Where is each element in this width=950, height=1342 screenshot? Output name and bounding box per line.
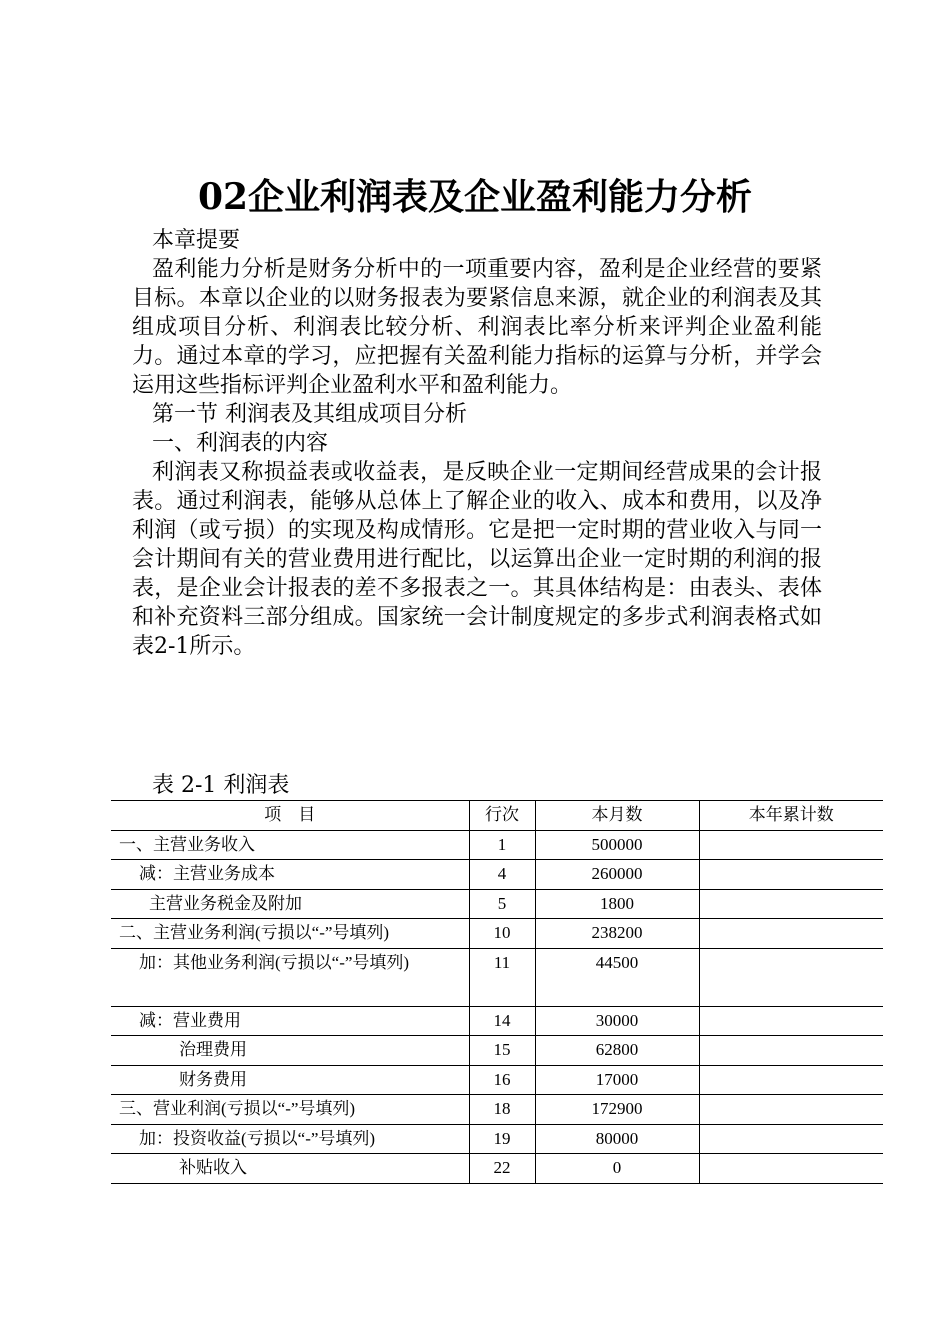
subsection-heading: 一、利润表的内容	[152, 431, 329, 456]
row-item: 加：其他业务利润(亏损以“-”号填列)	[111, 948, 469, 1006]
row-current-month: 62800	[535, 1036, 699, 1066]
table-caption: 表 2-1 利润表	[152, 773, 290, 798]
chapter-summary-heading: 本章提要	[152, 228, 241, 253]
row-year-to-date	[699, 1065, 883, 1095]
row-year-to-date	[699, 919, 883, 949]
page-title: 02企业利润表及企业盈利能力分析	[197, 176, 753, 218]
row-year-to-date	[699, 889, 883, 919]
row-current-month: 260000	[535, 860, 699, 890]
header-year-to-date: 本年累计数	[699, 801, 883, 831]
row-year-to-date	[699, 830, 883, 860]
section-heading: 第一节 利润表及其组成项目分析	[152, 402, 467, 427]
header-current-month: 本月数	[535, 801, 699, 831]
row-item: 减：营业费用	[111, 1006, 469, 1036]
body-paragraph: 利润表又称损益表或收益表，是反映企业一定期间经营成果的会计报表。通过利润表，能够从总体上了解企业的收入、成本和费用，以及净利润（或亏损）的实现及构成情形。它是把一定时期的营业收入与同一会计期间有关的营业费用进行配比，以运算出企业一定时期的利润的报表，是企业会计报表的差不多报表之一。其具体结构是：由表头、表体和补充资料三部分组成。国家统一会计制度规定的多步式利润表格式如表2-1所示。	[132, 460, 822, 659]
row-year-to-date	[699, 1006, 883, 1036]
row-year-to-date	[699, 1124, 883, 1154]
row-current-month: 1800	[535, 889, 699, 919]
row-item: 减：主营业务成本	[111, 860, 469, 890]
row-current-month: 44500	[535, 948, 699, 1006]
income-statement-table	[111, 800, 883, 1184]
table-row	[111, 1006, 883, 1036]
row-line-no: 11	[469, 948, 535, 1006]
table-row	[111, 889, 883, 919]
table-header-row	[111, 801, 883, 831]
row-current-month: 30000	[535, 1006, 699, 1036]
header-item: 项 目	[111, 801, 469, 831]
row-line-no: 4	[469, 860, 535, 890]
row-year-to-date	[699, 1036, 883, 1066]
row-item: 主营业务税金及附加	[111, 889, 469, 919]
row-year-to-date	[699, 948, 883, 1006]
row-item: 治理费用	[111, 1036, 469, 1066]
table-row	[111, 948, 883, 1006]
row-current-month: 500000	[535, 830, 699, 860]
row-item: 二、主营业务利润(亏损以“-”号填列)	[111, 919, 469, 949]
row-line-no: 5	[469, 889, 535, 919]
row-item: 财务费用	[111, 1065, 469, 1095]
row-line-no: 14	[469, 1006, 535, 1036]
row-year-to-date	[699, 860, 883, 890]
row-current-month: 80000	[535, 1124, 699, 1154]
row-year-to-date	[699, 1095, 883, 1125]
table-row	[111, 1124, 883, 1154]
row-current-month: 238200	[535, 919, 699, 949]
row-line-no: 16	[469, 1065, 535, 1095]
row-current-month: 17000	[535, 1065, 699, 1095]
row-item: 补贴收入	[111, 1154, 469, 1184]
row-line-no: 15	[469, 1036, 535, 1066]
table-row	[111, 1154, 883, 1184]
document-body	[132, 226, 822, 661]
table-row	[111, 919, 883, 949]
table-row	[111, 1036, 883, 1066]
row-year-to-date	[699, 1154, 883, 1184]
table-row	[111, 860, 883, 890]
row-line-no: 22	[469, 1154, 535, 1184]
table-row	[111, 830, 883, 860]
row-line-no: 18	[469, 1095, 535, 1125]
row-current-month: 172900	[535, 1095, 699, 1125]
row-line-no: 10	[469, 919, 535, 949]
row-item: 加：投资收益(亏损以“-”号填列)	[111, 1124, 469, 1154]
row-current-month: 0	[535, 1154, 699, 1184]
row-line-no: 1	[469, 830, 535, 860]
table-row	[111, 1065, 883, 1095]
chapter-summary-text: 盈利能力分析是财务分析中的一项重要内容，盈利是企业经营的要紧目标。本章以企业的以财务报表为要紧信息来源，就企业的利润表及其组成项目分析、利润表比较分析、利润表比率分析来评判企业盈利能力。通过本章的学习，应把握有关盈利能力指标的运算与分析，并学会运用这些指标评判企业盈利水平和盈利能力。	[132, 257, 822, 398]
row-line-no: 19	[469, 1124, 535, 1154]
header-line-no: 行次	[469, 801, 535, 831]
table-row	[111, 1095, 883, 1125]
row-item: 一、主营业务收入	[111, 830, 469, 860]
row-item: 三、营业利润(亏损以“-”号填列)	[111, 1095, 469, 1125]
